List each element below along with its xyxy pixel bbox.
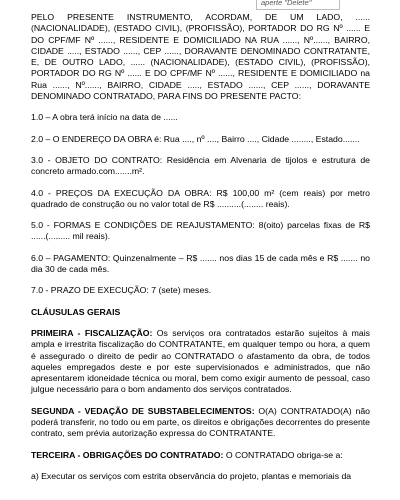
clause-text: O CONTRATADO obriga-se a: — [223, 449, 343, 460]
clause-terceira-item-a: a) Executar os serviços com estrita observância do projeto, plantas e memoriais da — [31, 470, 352, 481]
item-prices: 4.0 - PREÇOS DA EXECUÇÃO DA OBRA: R$ 100,00 m² (cem reais) por metro quadrado de construção ou no valor total de R$ ..........(........ reais). — [31, 187, 370, 209]
item-start-date: 1.0 – A obra terá início na data de ...... — [31, 112, 178, 123]
item-address: 2.0 – O ENDEREÇO DA OBRA é: Rua ...., nº ...., Bairro ...., Cidade ........, Estado....... — [31, 133, 360, 144]
contract-intro: PELO PRESENTE INSTRUMENTO, ACORDAM, DE UM LADO, ...... (NACIONALIDADE), (ESTADO CIVIL), (PROFISSÃO), PORTADOR DO RG Nº ...... E DO CPF/MF Nº ......, RESIDENTE E DOMICILIADO NA RUA ......, Nº......, BAIRRO, CIDADE ....., ESTADO ......, CEP ......, DORAVANTE DENOMINADO CONTRATANTE, E, DE OUTRO LADO, ...... (NACIONALIDADE), (ESTADO CIVIL), (PROFISSÃO), PORTADOR DO RG Nº ...... E DO CPF/MF Nº ......, RESIDENTE E DOMICILIADO na Rua ......, Nº......, BAIRRO, CIDADE ....., ESTADO ......, CEP ......, DORAVANTE DENOMINADO CONTRATADO, PARA FINS DO PRESENTE PACTO: — [31, 12, 370, 102]
clause-text: O(A) CONTRATADO(A) não poderá transferir, no todo ou em parte, os direitos e obrigações decorrentes do presente contrato, sem prévia autorização expressa do CONTRATANTE. — [31, 405, 371, 439]
item-term: 7.0 - PRAZO DE EXECUÇÃO: 7 (sete) meses. — [31, 285, 212, 296]
item-payment: 6.0 – PAGAMENTO: Quinzenalmente – R$ ....... nos dias 15 de cada mês e R$ ....... no dia 30 de cada mês. — [31, 252, 370, 275]
clause-label: SEGUNDA - VEDAÇÃO DE SUBSTABELECIMENTOS: — [31, 405, 255, 416]
clause-label: PRIMEIRA - FISCALIZAÇÃO: — [31, 327, 153, 338]
clause-primeira — [31, 328, 370, 396]
clause-segunda — [31, 406, 370, 440]
clause-text: Os serviços ora contratados estarão sujeitos à mais ampla e irrestrita fiscalização do CONTRATANTE, em qualquer tempo ou hora, a quem é assegurado o direito de pedir ao CONTRATADO o afastamento da obra, de todos aqueles empregados deste e por este supervisionados e administrados, que não apresentarem idoneidade técnica ou moral, bem como exigir aumento de pessoal, caso julgue necessário para o bom andamento dos serviços contratados. — [31, 327, 370, 395]
item-object: 3.0 - OBJETO DO CONTRATO: Residência em Alvenaria de tijolos e estrutura de concreto armado.com.......m². — [31, 154, 370, 177]
clausulas-heading: CLÁUSULAS GERAIS — [31, 306, 121, 317]
item-adjustment: 5.0 - FORMAS E CONDIÇÕES DE REAJUSTAMENTO: 8(oito) parcelas fixas de R$ ......(......... mil reais). — [31, 220, 370, 242]
contract-document — [31, 12, 370, 492]
clause-label: TERCEIRA - OBRIGAÇÕES DO CONTRATADO: — [31, 449, 224, 460]
clause-terceira — [31, 450, 370, 461]
delete-hint: aperte "Delete" — [256, 0, 340, 10]
